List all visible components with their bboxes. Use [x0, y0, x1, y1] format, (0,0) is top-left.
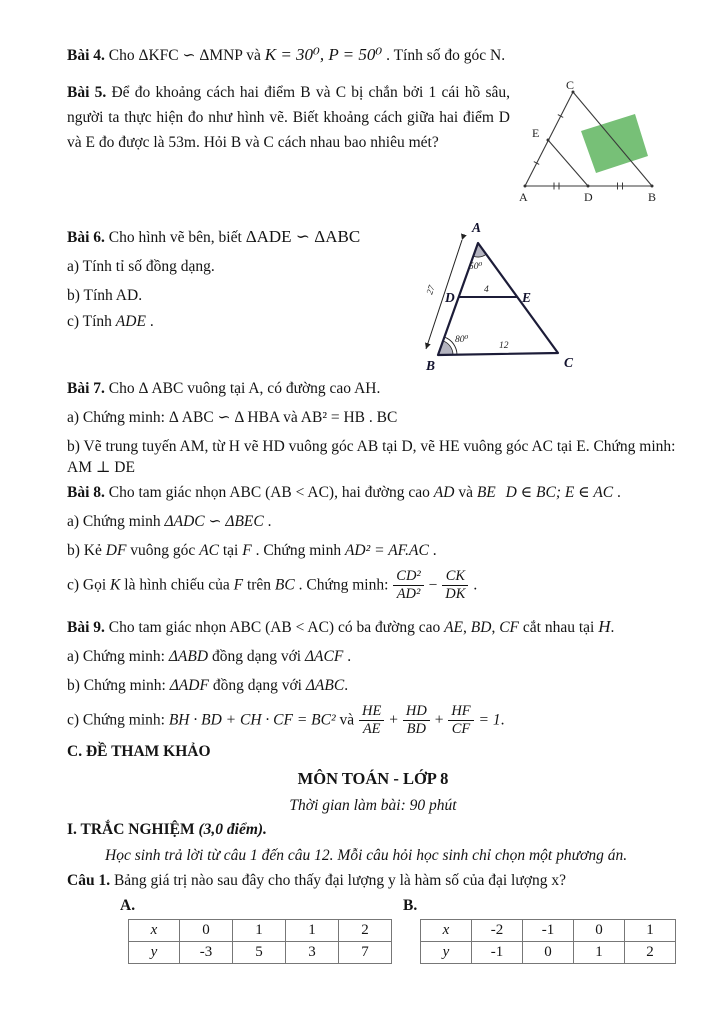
operator-plus: +	[385, 711, 402, 729]
vertex-label-b: B	[648, 190, 657, 204]
vertex-label-a: A	[472, 220, 482, 235]
problem-text: c) Tính	[67, 313, 116, 330]
problem-text: Cho tam giác nhọn ABC (AB < AC), hai đường cao	[104, 484, 434, 501]
problem-label: Bài 6.	[67, 229, 105, 246]
problem-text: .	[500, 711, 505, 729]
problem-text: Cho ΔKFC ∽ ΔMNP và	[104, 47, 265, 64]
problem-text: trên	[243, 576, 275, 594]
problem-text: .	[610, 619, 615, 636]
math-expression: BH · BD + CH · CF = BC²	[168, 711, 336, 729]
vertex-label-c: C	[566, 78, 575, 92]
problem-bai7	[67, 378, 679, 486]
problem-bai8	[67, 482, 679, 610]
table-cell: 1	[574, 942, 625, 964]
problem-text: đồng dạng với	[208, 648, 305, 665]
math-expression: H	[598, 617, 611, 636]
question-text: Bảng giá trị nào sau đây cho thấy đại lượng y là hàm số của đại lượng x?	[110, 872, 566, 889]
problem-text: đồng dạng với	[208, 677, 306, 694]
question-label: Câu 1.	[67, 872, 111, 889]
operator-minus: −	[424, 576, 442, 594]
part-a	[67, 646, 679, 667]
part-a: a) Tính tỉ số đồng dạng.	[67, 258, 215, 275]
math-expression: ΔADE ∽ ΔABC	[245, 227, 361, 246]
problem-text: tại	[219, 542, 243, 559]
vertex-label-e: E	[532, 126, 540, 140]
math-expression: AE	[444, 619, 464, 636]
segment-de-value: 4	[484, 285, 489, 295]
problem-bai8-title	[67, 482, 679, 503]
exam-subject-block	[67, 768, 679, 797]
figure-bai6-similar-triangles	[412, 219, 582, 377]
table-cell: 0	[180, 920, 233, 942]
table-cell: y	[421, 942, 472, 964]
problem-bai6	[67, 226, 412, 340]
exam-time-limit: Thời gian làm bài: 90 phút	[289, 797, 457, 814]
lake-shape	[581, 114, 648, 173]
problem-label: Bài 4.	[67, 47, 105, 64]
part-c	[67, 569, 679, 602]
math-expression: AD	[433, 484, 455, 501]
section-1-heading	[67, 819, 679, 840]
problem-text: a) Chứng minh	[67, 513, 165, 530]
math-expression: BC	[274, 576, 295, 594]
problem-label: Bài 5.	[67, 84, 107, 101]
part-b: b) Vẽ trung tuyến AM, từ H vẽ HD vuông góc AB tại D, vẽ HE vuông góc AC tại E. Chứng minh: AM ⊥ DE	[67, 438, 676, 476]
math-expression: ADE	[115, 313, 146, 330]
math-expression: F	[242, 542, 252, 559]
part-c	[67, 311, 412, 332]
part-c	[67, 704, 679, 737]
problem-text: ,	[463, 619, 471, 636]
table-cell: 7	[339, 942, 392, 964]
problem-text: .	[428, 542, 437, 559]
math-expression: D ∈ BC; E ∈ AC	[505, 484, 614, 501]
section-1-points: (3,0 điểm).	[198, 821, 267, 838]
section-c-heading-block	[67, 741, 679, 770]
part-b	[67, 675, 679, 696]
vertex-label-d: D	[445, 290, 455, 305]
math-expression: ΔABC	[305, 677, 345, 694]
table-cell: 3	[286, 942, 339, 964]
problem-text: Cho hình vẽ bên, biết	[104, 229, 246, 246]
problem-text: là hình chiếu của	[120, 576, 234, 594]
figure-bai5-lake-triangle	[503, 78, 678, 206]
problem-text: . Tính số đo góc N.	[382, 47, 506, 64]
problem-text: ,	[491, 619, 500, 636]
math-expression: F	[233, 576, 244, 594]
problem-text: vuông góc	[126, 542, 200, 559]
table-cell: 2	[339, 920, 392, 942]
problem-text: cắt nhau tại	[519, 619, 599, 636]
problem-text: . Chứng minh:	[294, 576, 393, 594]
option-b-label: B.	[403, 897, 418, 914]
table-cell: 1	[233, 920, 286, 942]
math-expression: BE	[476, 484, 496, 501]
problem-text: .	[263, 513, 272, 530]
vertex-label-b: B	[426, 358, 436, 373]
section-1-heading-block	[67, 819, 679, 848]
table-cell: -1	[523, 920, 574, 942]
question-1-block	[67, 870, 679, 899]
exam-subject-title: MÔN TOÁN - LỚP 8	[297, 769, 449, 788]
problem-text: b) Chứng minh:	[67, 677, 170, 694]
math-expression: K = 30⁰, P = 50⁰	[264, 45, 383, 64]
instruction-text: Học sinh trả lời từ câu 1 đến câu 12. Mỗi câu hỏi học sinh chỉ chọn một phương án.	[105, 847, 628, 864]
problem-label: Bài 8.	[67, 484, 105, 501]
table-cell: 0	[574, 920, 625, 942]
vertex-label-d: D	[584, 190, 593, 204]
table-cell: 1	[286, 920, 339, 942]
option-a-label: A.	[120, 897, 136, 914]
option-b	[397, 897, 679, 972]
problem-text: .	[343, 648, 352, 665]
table-row	[129, 920, 392, 942]
problem-text: c) Gọi	[67, 576, 111, 594]
problem-label: Bài 7.	[67, 380, 105, 397]
vertex-label-a: A	[519, 190, 528, 204]
problem-text: .	[145, 313, 154, 330]
operator-plus: +	[430, 711, 448, 729]
problem-text: .	[469, 576, 478, 594]
answer-options	[67, 897, 679, 972]
table-cell: x	[129, 920, 180, 942]
table-cell: -2	[472, 920, 523, 942]
table-cell: -1	[472, 942, 523, 964]
problem-bai7-title	[67, 378, 679, 399]
dimension-label-ab: 27	[424, 284, 437, 296]
section-1-title: I. TRẮC NGHIỆM	[67, 821, 199, 838]
problem-label: Bài 9.	[67, 619, 105, 636]
fraction-hd-bd: $\frac{HD}{BD}$	[402, 704, 431, 737]
math-expression: ΔABD	[168, 648, 209, 665]
fraction-cd2-ad2: $\frac{\text{CD²}}{\text{AD²}}$	[392, 569, 425, 602]
segment-bc-value: 12	[499, 341, 509, 351]
problem-bai9	[67, 616, 679, 745]
table-option-b	[420, 919, 676, 964]
angle-a-value: 50⁰	[469, 262, 483, 272]
problem-bai4	[67, 44, 679, 74]
problem-bai9-title	[67, 616, 679, 638]
part-a	[67, 511, 679, 532]
problem-text: và	[335, 711, 359, 729]
question-1-text	[67, 870, 679, 891]
problem-text: .	[613, 484, 621, 501]
fraction-hf-cf: $\frac{HF}{CF}$	[447, 704, 474, 737]
problem-bai5	[67, 80, 510, 163]
vertex-label-c: C	[564, 355, 574, 370]
table-cell: 1	[625, 920, 676, 942]
math-expression: = 1	[474, 711, 501, 729]
math-expression: CF	[499, 619, 520, 636]
table-cell: 2	[625, 942, 676, 964]
angle-b-value: 80⁰	[455, 335, 469, 345]
problem-text: Để đo khoảng cách hai điểm B và C bị chắn bởi 1 cái hồ sâu, người ta thực hiện đo như hình vẽ. Biết khoảng cách giữa hai điểm D và E đo được là 53m. Hỏi B và C cách nhau bao nhiêu mét?	[67, 84, 510, 151]
problem-bai4-line	[67, 44, 679, 66]
math-expression: ΔADF	[169, 677, 209, 694]
fraction-ck-dk: $\frac{CK}{DK}$	[441, 569, 469, 602]
table-row	[421, 942, 676, 964]
math-expression: K	[110, 576, 121, 594]
math-expression: ΔACF	[304, 648, 344, 665]
table-cell: x	[421, 920, 472, 942]
part-b: b) Tính AD.	[67, 287, 143, 304]
problem-text: .	[344, 677, 349, 694]
table-cell: -3	[180, 942, 233, 964]
problem-bai6-title	[67, 226, 412, 248]
problem-text: Cho tam giác nhọn ABC (AB < AC) có ba đường cao	[104, 619, 445, 636]
option-a	[67, 897, 397, 972]
part-a: a) Chứng minh: Δ ABC ∽ Δ HBA và AB² = HB . BC	[67, 409, 398, 426]
table-option-a	[128, 919, 392, 964]
section-c-heading: C. ĐỀ THAM KHẢO	[67, 743, 211, 760]
part-b	[67, 540, 679, 561]
math-expression: AD² = AF.AC	[344, 542, 429, 559]
problem-bai5-text	[67, 80, 510, 155]
table-row	[129, 942, 392, 964]
problem-text: và	[454, 484, 477, 501]
math-expression: ΔADC ∽ ΔBEC	[164, 513, 264, 530]
problem-text: a) Chứng minh:	[67, 648, 169, 665]
problem-text: . Chứng minh	[251, 542, 345, 559]
problem-text: b) Kẻ	[67, 542, 106, 559]
math-expression: BD	[470, 619, 492, 636]
fraction-he-ae: $\frac{HE}{AE}$	[358, 704, 385, 737]
vertex-label-e: E	[522, 290, 532, 305]
table-row	[421, 920, 676, 942]
problem-text: c) Chứng minh:	[67, 711, 169, 729]
math-expression: AC	[199, 542, 219, 559]
table-cell: 5	[233, 942, 286, 964]
problem-text	[496, 484, 500, 501]
math-expression: DF	[105, 542, 127, 559]
table-cell: y	[129, 942, 180, 964]
problem-text: Cho Δ ABC vuông tại A, có đường cao AH.	[104, 380, 381, 397]
table-cell: 0	[523, 942, 574, 964]
